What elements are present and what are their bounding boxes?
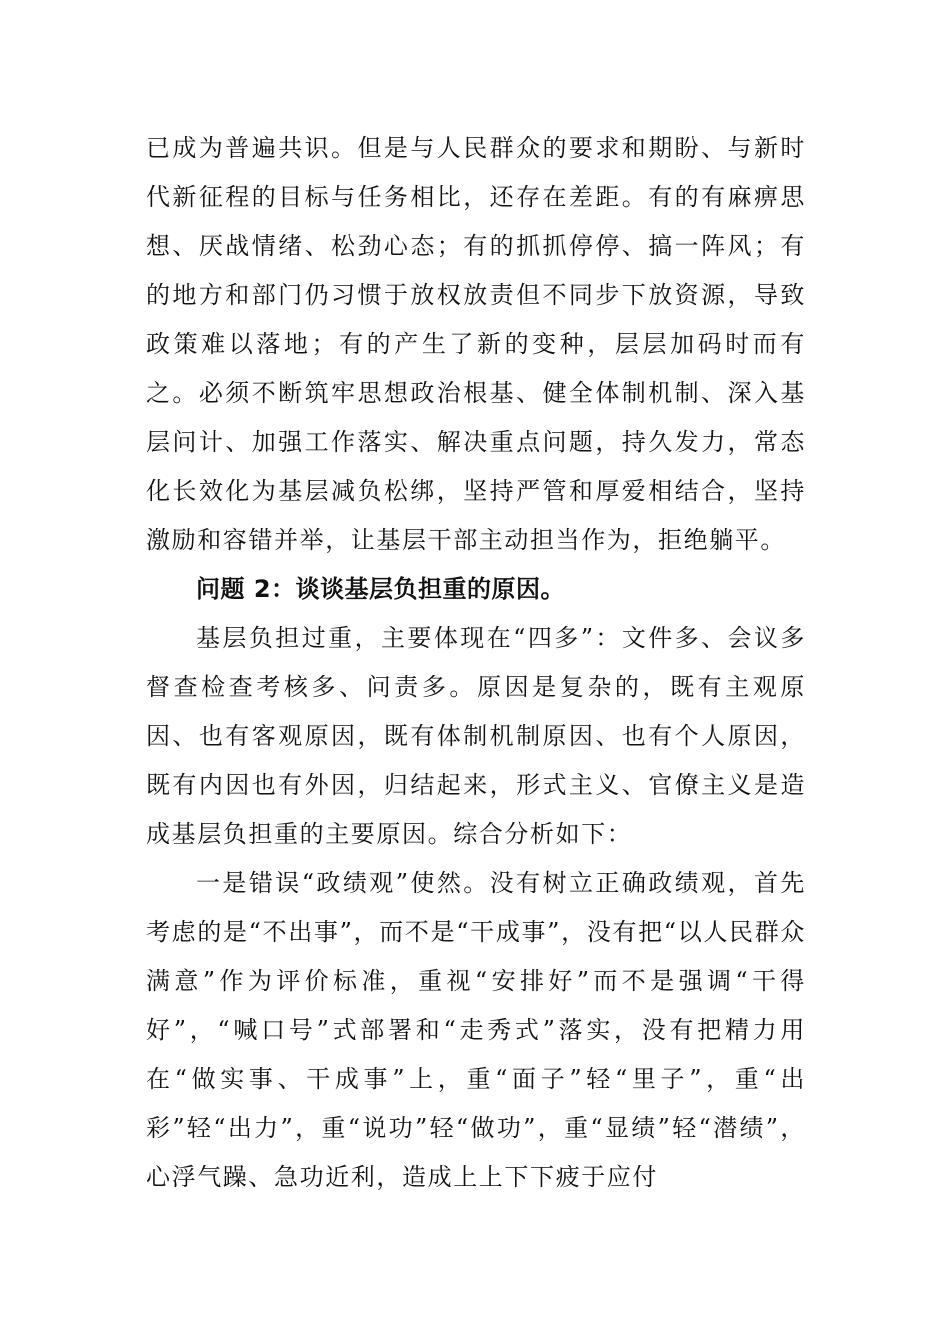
paragraph-burden-manifestation: 基层负担过重，主要体现在“四多”：文件多、会议多督查检查考核多、问责多。原因是复杂的，既有主观原因、也有客观原因，既有体制机制原因、也有个人原因，既有内因也有外因，归结起来，形式主义、官僚主义是造成基层负担重的主要原因。综合分析如下： <box>146 624 806 848</box>
paragraph-intro: 已成为普遍共识。但是与人民群众的要求和期盼、与新时代新征程的目标与任务相比，还存在差距。有的有麻痹思想、厌战情绪、松劲心态；有的抓抓停停、搞一阵风；有的地方和部门仍习惯于放权放责但不同步下放资源，导致政策难以落地；有的产生了新的变种，层层加码时而有之。必须不断筑牢思想政治根基、健全体制机制、深入基层问计、加强工作落实、解决重点问题，持久发力，常态化长效化为基层减负松绑，坚持严管和厚爱相结合，坚持激励和容错并举，让基层干部主动担当作为，拒绝躺平。 <box>146 134 806 554</box>
paragraph-cause-one: 一是错误“政绩观”使然。没有树立正确政绩观，首先考虑的是“不出事”，而不是“干成事”，没有把“以人民群众满意”作为评价标准，重视“安排好”而不是强调“干得好”，“喊口号”式部署和“走秀式”落实，没有把精力用在“做实事、干成事”上，重“面子”轻“里子”，重“出彩”轻“出力”，重“说功”轻“做功”，重“显绩”轻“潜绩”，心浮气躁、急功近利，造成上上下下疲于应付 <box>146 869 806 1191</box>
question-heading: 问题 2：谈谈基层负担重的原因。 <box>196 575 566 603</box>
document-body <box>146 124 806 1202</box>
